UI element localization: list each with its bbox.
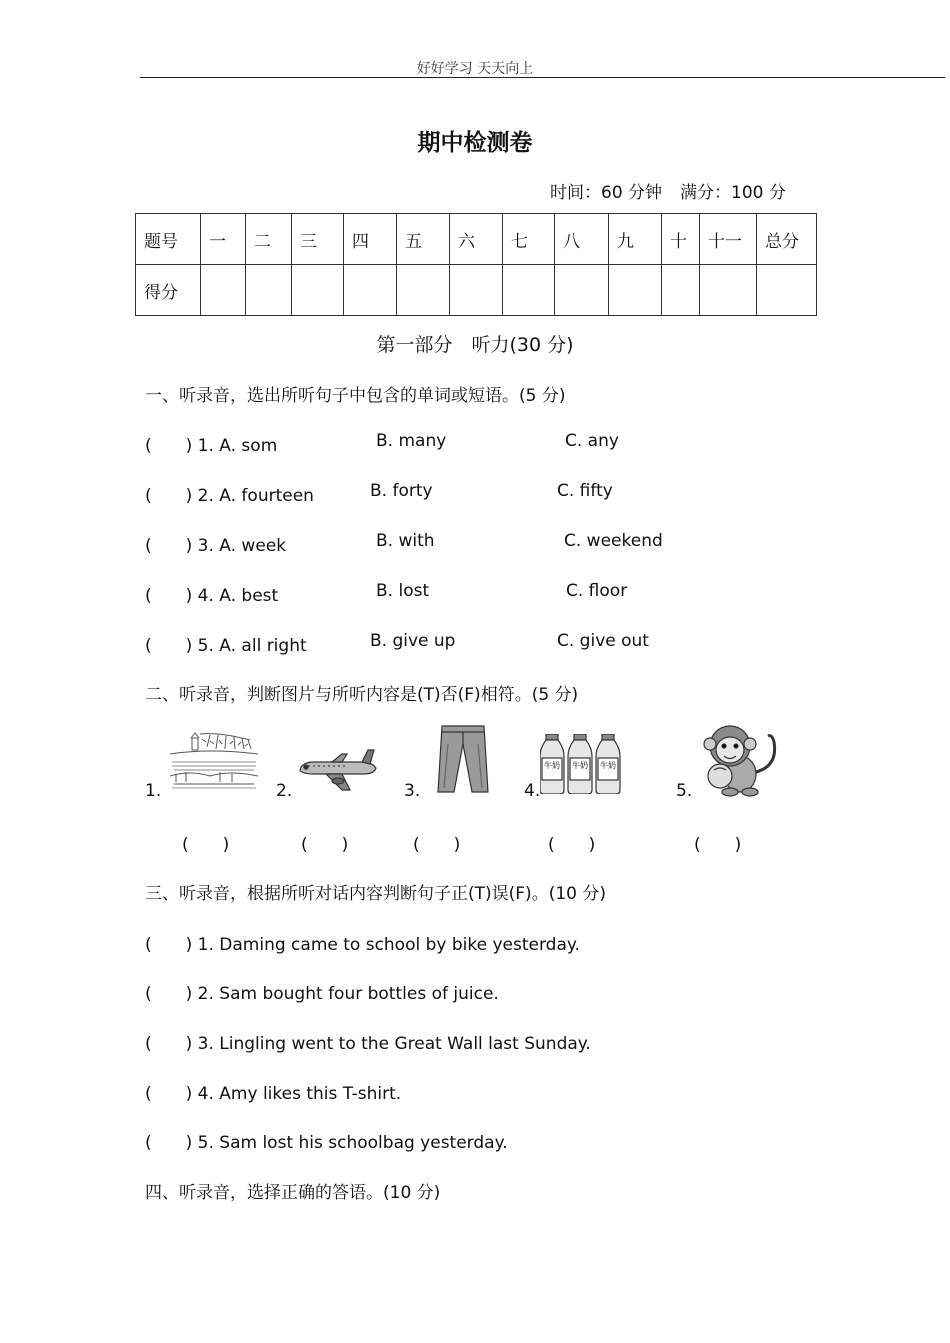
s1-q5-option-c: C. give out <box>557 631 649 651</box>
table-cell: 九 <box>609 214 662 265</box>
part-one-title: 第一部分 听力(30 分) <box>376 334 574 356</box>
s1-q5-option-b: B. give up <box>370 631 456 651</box>
pic-number-2: 2. <box>276 781 293 801</box>
pic-number-3: 3. <box>404 781 421 801</box>
score-table <box>135 213 817 316</box>
page-title: 期中检测卷 <box>417 130 533 156</box>
s1-q2-prefix: ( ) 2. A. fourteen <box>145 486 314 506</box>
table-cell: 四 <box>344 214 397 265</box>
table-cell: 总分 <box>757 214 817 265</box>
s1-q1-option-c: C. any <box>565 431 619 451</box>
airplane-icon <box>296 748 378 794</box>
answer-paren-1[interactable]: ( ) <box>182 835 230 855</box>
table-cell: 五 <box>397 214 450 265</box>
score-cell[interactable] <box>700 265 757 316</box>
s1-q1-option-b: B. many <box>376 431 447 451</box>
table-cell: 十 <box>662 214 700 265</box>
section3-heading: 三、听录音，根据所听对话内容判断句子正(T)误(F)。(10 分) <box>145 884 606 904</box>
trousers-icon <box>436 724 490 796</box>
score-cell[interactable] <box>201 265 246 316</box>
s1-q1-prefix: ( ) 1. A. som <box>145 436 278 456</box>
s1-q5-prefix: ( ) 5. A. all right <box>145 636 307 656</box>
s3-question-2: ( ) 2. Sam bought four bottles of juice. <box>145 984 499 1004</box>
score-cell[interactable] <box>503 265 555 316</box>
table-cell: 一 <box>201 214 246 265</box>
table-cell: 七 <box>503 214 555 265</box>
score-cell[interactable] <box>757 265 817 316</box>
score-cell[interactable] <box>609 265 662 316</box>
s1-q4-prefix: ( ) 4. A. best <box>145 586 279 606</box>
time-limit: 时间：60 分钟 <box>550 183 663 203</box>
s1-q2-option-b: B. forty <box>370 481 433 501</box>
section2-heading: 二、听录音，判断图片与所听内容是(T)否(F)相符。(5 分) <box>145 685 579 705</box>
pic-number-5: 5. <box>676 781 693 801</box>
score-cell[interactable] <box>344 265 397 316</box>
score-cell[interactable] <box>397 265 450 316</box>
full-score: 满分：100 分 <box>680 183 786 203</box>
table-cell: 六 <box>450 214 503 265</box>
score-cell[interactable] <box>662 265 700 316</box>
s1-q2-option-c: C. fifty <box>557 481 613 501</box>
s3-question-5: ( ) 5. Sam lost his schoolbag yesterday. <box>145 1133 508 1153</box>
s1-q3-option-c: C. weekend <box>564 531 663 551</box>
answer-paren-5[interactable]: ( ) <box>694 835 742 855</box>
score-cell[interactable] <box>450 265 503 316</box>
milk-label: 牛奶 <box>600 761 616 770</box>
header-motto: 好好学习 天天向上 <box>416 61 534 77</box>
milk-label: 牛奶 <box>544 761 560 770</box>
score-cell[interactable] <box>246 265 292 316</box>
s3-question-1: ( ) 1. Daming came to school by bike yesterday. <box>145 935 580 955</box>
milk-label: 牛奶 <box>572 761 588 770</box>
score-cell[interactable] <box>555 265 609 316</box>
table-cell: 十一 <box>700 214 757 265</box>
s1-q4-option-c: C. floor <box>566 581 628 601</box>
header-rule <box>140 77 945 78</box>
s1-q3-prefix: ( ) 3. A. week <box>145 536 287 556</box>
section1-heading: 一、听录音，选出所听句子中包含的单词或短语。(5 分) <box>145 386 566 406</box>
monkey-icon <box>696 722 780 798</box>
table-cell: 得分 <box>136 265 201 316</box>
answer-paren-3[interactable]: ( ) <box>413 835 461 855</box>
table-cell: 八 <box>555 214 609 265</box>
answer-paren-4[interactable]: ( ) <box>548 835 596 855</box>
s1-q4-option-b: B. lost <box>376 581 430 601</box>
answer-paren-2[interactable]: ( ) <box>301 835 349 855</box>
lake-scene-icon <box>170 730 258 792</box>
milk-bottles-icon <box>540 734 622 794</box>
table-cell: 题号 <box>136 214 201 265</box>
pic-number-1: 1. <box>145 781 162 801</box>
score-table-header-row <box>136 214 817 265</box>
s3-question-3: ( ) 3. Lingling went to the Great Wall last Sunday. <box>145 1034 591 1054</box>
s1-q3-option-b: B. with <box>376 531 435 551</box>
pic-number-4: 4. <box>524 781 541 801</box>
table-cell: 三 <box>292 214 344 265</box>
time-info <box>550 178 804 203</box>
s3-question-4: ( ) 4. Amy likes this T-shirt. <box>145 1084 402 1104</box>
table-cell: 二 <box>246 214 292 265</box>
score-table-score-row <box>136 265 817 316</box>
section4-heading: 四、听录音，选择正确的答语。(10 分) <box>145 1183 441 1203</box>
score-cell[interactable] <box>292 265 344 316</box>
